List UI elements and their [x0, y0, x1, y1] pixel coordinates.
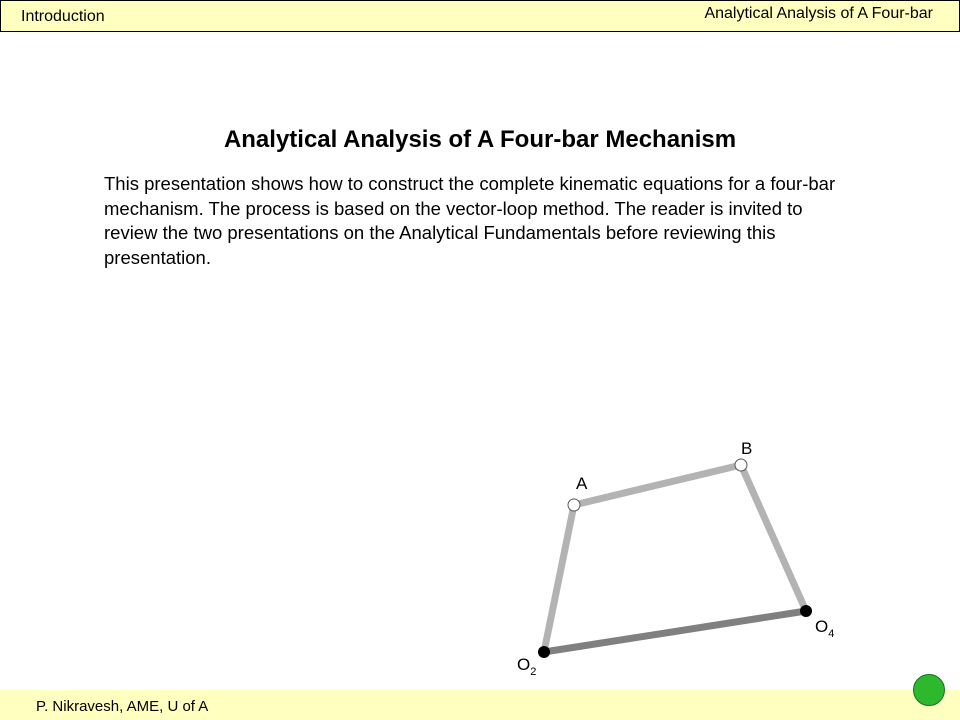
- label-o2: [517, 655, 536, 678]
- label-o4-subscript: 4: [828, 628, 835, 640]
- footer-author: P. Nikravesh, AME, U of A: [36, 698, 209, 715]
- label-a: A: [576, 474, 588, 493]
- pin-o4: [800, 605, 812, 617]
- link-rocker-b-o4: [741, 465, 806, 611]
- presentation-title: Analytical Analysis of A Four-bar: [704, 5, 933, 22]
- link-crank-o2-a: [544, 505, 574, 652]
- section-label: Introduction: [21, 8, 105, 25]
- pin-b: [735, 459, 747, 471]
- label-o4: [815, 617, 834, 640]
- link-coupler-a-b: [574, 465, 741, 505]
- pin-o2: [538, 646, 550, 658]
- label-o2-subscript: 2: [530, 666, 537, 678]
- footer-bar: [0, 690, 960, 720]
- next-slide-button[interactable]: [913, 674, 945, 706]
- label-o4-letter: O: [815, 617, 829, 636]
- page-title: Analytical Analysis of A Four-bar Mechanism: [223, 126, 737, 153]
- pin-a: [568, 499, 580, 511]
- link-ground-o2-o4: [544, 611, 806, 652]
- intro-paragraph: This presentation shows how to construct the complete kinematic equations for a four-bar mechanism. The process is based on the vector-loop method. The reader is invited to review the two presentations on the Analytical Fundamentals before reviewing this presentation.: [104, 173, 836, 268]
- label-o2-letter: O: [517, 655, 531, 674]
- label-b: B: [741, 439, 753, 458]
